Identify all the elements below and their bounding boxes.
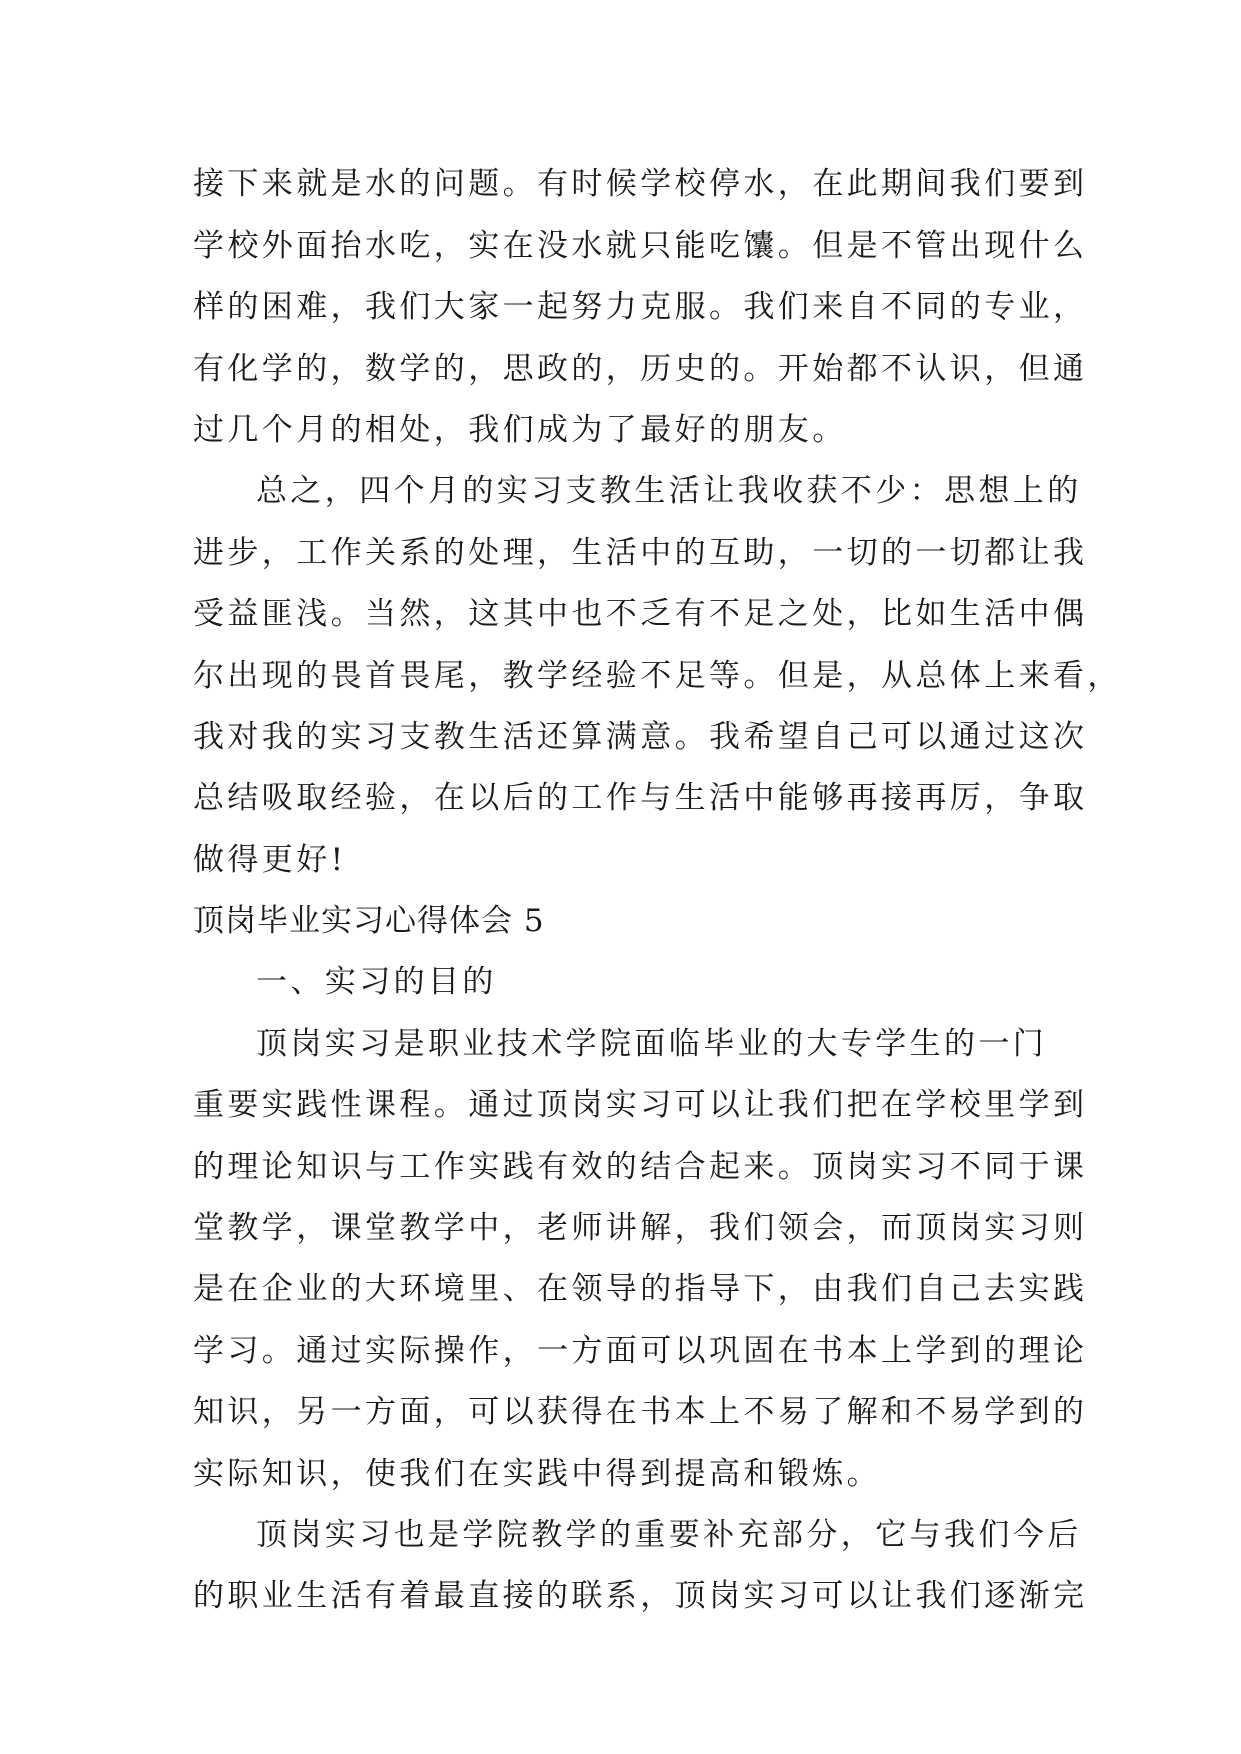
text-line: 实际知识，使我们在实践中得到提高和锻炼。: [193, 1456, 881, 1492]
section-title: 顶岗毕业实习心得体会 5: [193, 903, 545, 939]
text-line: 堂教学，课堂教学中，老师讲解，我们领会，而顶岗实习则: [193, 1210, 1088, 1246]
text-line: 重要实践性课程。通过顶岗实习可以让我们把在学校里学到: [193, 1087, 1088, 1123]
text-line: 的理论知识与工作实践有效的结合起来。顶岗实习不同于课: [193, 1149, 1088, 1185]
text-line: 受益匪浅。当然，这其中也不乏有不足之处，比如生活中偶: [193, 596, 1088, 632]
text-line: 学校外面抬水吃，实在没水就只能吃馕。但是不管出现什么: [193, 228, 1088, 264]
paragraph-first-line: 总之，四个月的实习支教生活让我收获不少：思想上的: [256, 473, 1082, 509]
text-line: 学习。通过实际操作，一方面可以巩固在书本上学到的理论: [193, 1333, 1088, 1369]
text-line: 进步，工作关系的处理，生活中的互助，一切的一切都让我: [193, 535, 1088, 571]
text-line: 我对我的实习支教生活还算满意。我希望自己可以通过这次: [193, 719, 1088, 755]
text-line: 总结吸取经验，在以后的工作与生活中能够再接再厉，争取: [193, 780, 1088, 816]
subsection-heading: 一、实习的目的: [256, 964, 497, 1000]
text-line: 有化学的，数学的，思政的，历史的。开始都不认识，但通: [193, 351, 1088, 387]
paragraph-first-line: 顶岗实习是职业技术学院面临毕业的大专学生的一门: [256, 1026, 1048, 1062]
text-line: 的职业生活有着最直接的联系，顶岗实习可以让我们逐渐完: [193, 1578, 1088, 1614]
text-line: 做得更好!: [193, 842, 347, 878]
text-line: 样的困难，我们大家一起努力克服。我们来自不同的专业，: [193, 289, 1088, 325]
text-line: 接下来就是水的问题。有时候学校停水，在此期间我们要到: [193, 166, 1088, 202]
text-line: 过几个月的相处，我们成为了最好的朋友。: [193, 412, 847, 448]
text-line: 尔出现的畏首畏尾，教学经验不足等。但是，从总体上来看，: [193, 658, 1122, 694]
text-line: 是在企业的大环境里、在领导的指导下，由我们自己去实践: [193, 1271, 1088, 1307]
paragraph-first-line: 顶岗实习也是学院教学的重要补充部分，它与我们今后: [256, 1517, 1082, 1553]
text-line: 知识，另一方面，可以获得在书本上不易了解和不易学到的: [193, 1394, 1088, 1430]
